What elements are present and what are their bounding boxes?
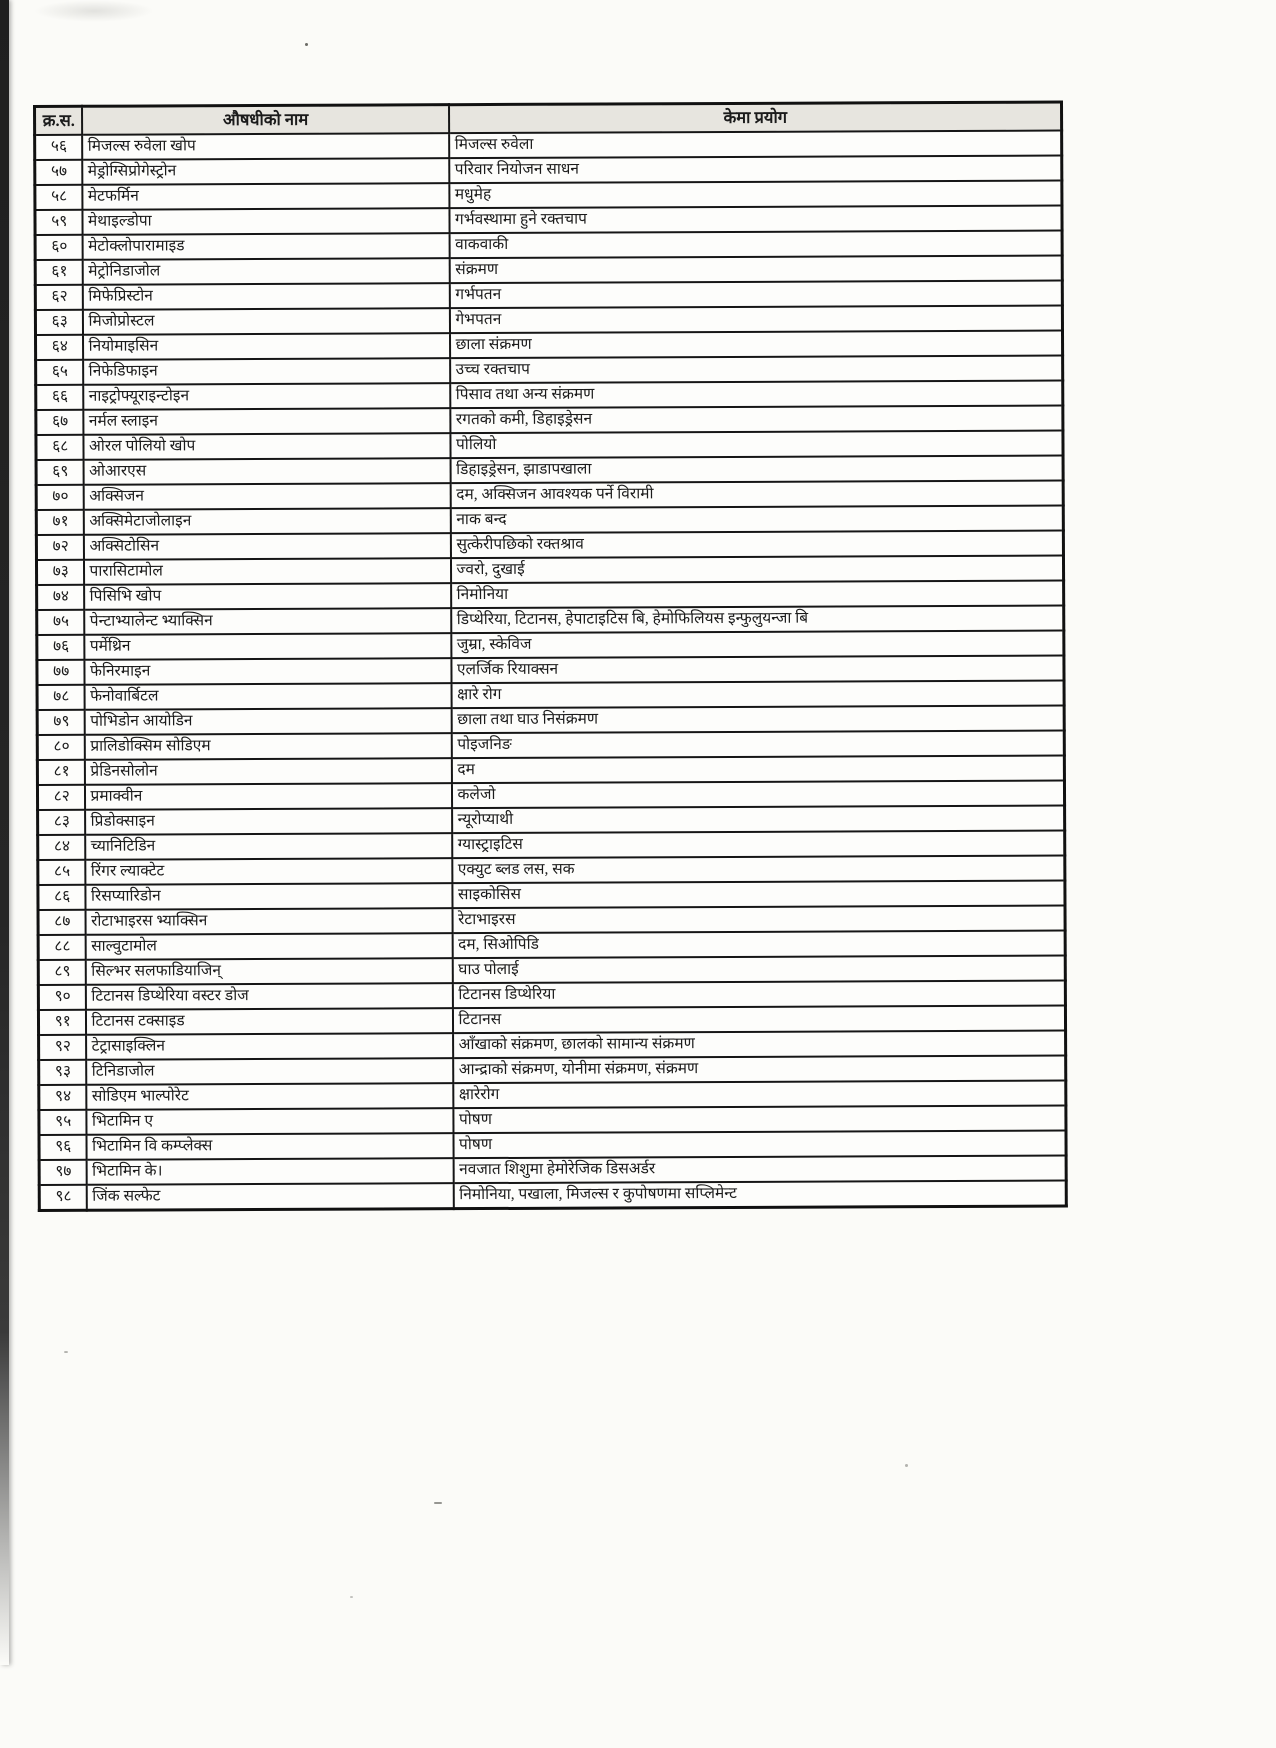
cell-use: गर्भपतन <box>449 281 1062 309</box>
cell-medicine-name: मेथाइल्डोपा <box>82 208 449 235</box>
cell-serial: ५८ <box>35 185 82 210</box>
cell-use: रेटाभाइरस <box>452 906 1065 934</box>
cell-medicine-name: टिटानस डिप्थेरिया वस्टर डोज <box>85 983 452 1010</box>
cell-use: दम, अक्सिजन आवश्यक पर्ने विरामी <box>450 481 1063 509</box>
cell-medicine-name: पारासिटामोल <box>83 558 450 585</box>
cell-medicine-name: मेटोक्लोपारामाइड <box>82 233 449 260</box>
cell-use: उच्च रक्तचाप <box>450 356 1063 384</box>
cell-medicine-name: फेनिरमाइन <box>84 658 451 685</box>
cell-medicine-name: ओआरएस <box>83 458 450 485</box>
cell-medicine-name: नियोमाइसिन <box>83 333 450 360</box>
cell-use: पोइजनिङ <box>451 731 1064 759</box>
cell-use: कलेजो <box>451 781 1064 809</box>
cell-medicine-name: निफेडिफाइन <box>83 358 450 385</box>
cell-medicine-name: भिटामिन वि कम्प्लेक्स <box>86 1133 453 1160</box>
cell-use: नाक बन्द <box>450 506 1063 534</box>
cell-medicine-name: प्रमाक्वीन <box>84 783 451 810</box>
cell-medicine-name: सिल्भर सलफाडियाजिन् <box>85 958 452 985</box>
scanner-edge-artifact <box>0 0 9 1665</box>
cell-medicine-name: साल्वुटामोल <box>85 933 452 960</box>
cell-use: एक्युट ब्लड लस, सक <box>452 856 1065 884</box>
cell-medicine-name: फेनोवार्बिटल <box>84 683 451 710</box>
cell-medicine-name: पिसिभि खोप <box>84 583 451 610</box>
cell-serial: ७५ <box>37 610 84 635</box>
cell-use: पिसाव तथा अन्य संक्रमण <box>450 381 1063 409</box>
cell-serial: ७१ <box>36 510 83 535</box>
scan-speck <box>350 1596 353 1598</box>
cell-serial: ७७ <box>37 660 84 685</box>
cell-use: टिटानस डिप्थेरिया <box>452 981 1065 1009</box>
cell-use: गर्भवस्थामा हुने रक्तचाप <box>449 206 1062 234</box>
scan-speck <box>905 1464 908 1467</box>
cell-serial: ६६ <box>36 385 83 410</box>
scan-smudge <box>34 0 154 22</box>
cell-serial: ६२ <box>35 285 82 310</box>
cell-medicine-name: मेड्रोग्सिप्रोगेस्ट्रोन <box>82 158 449 185</box>
cell-serial: ६७ <box>36 410 83 435</box>
cell-medicine-name: नाइट्रोफ्यूराइन्टोइन <box>83 383 450 410</box>
cell-medicine-name: अक्सिमेटाजोलाइन <box>83 508 450 535</box>
cell-use: मिजल्स रुवेला <box>449 131 1062 159</box>
cell-use: मधुमेह <box>449 181 1062 209</box>
cell-serial: ८० <box>37 735 84 760</box>
cell-use: जुम्रा, स्केविज <box>451 631 1064 659</box>
scan-speck <box>434 1502 442 1504</box>
cell-medicine-name: नर्मल स्लाइन <box>83 408 450 435</box>
cell-medicine-name: प्रालिडोक्सिम सोडिएम <box>84 733 451 760</box>
cell-serial: ५७ <box>35 160 82 185</box>
cell-serial: ७६ <box>37 635 84 660</box>
cell-serial: ७३ <box>36 560 83 585</box>
cell-use: साइकोसिस <box>452 881 1065 909</box>
cell-serial: ६९ <box>36 460 83 485</box>
cell-serial: ८३ <box>38 810 85 835</box>
cell-medicine-name: सोडिएम भाल्पोरेट <box>86 1083 453 1110</box>
cell-use: दम <box>451 756 1064 784</box>
cell-medicine-name: ओरल पोलियो खोप <box>83 433 450 460</box>
cell-serial: ८४ <box>38 835 85 860</box>
cell-serial: ८६ <box>38 885 85 910</box>
cell-serial: ५९ <box>35 210 82 235</box>
cell-serial: ९३ <box>39 1060 86 1085</box>
cell-serial: ६० <box>35 235 82 260</box>
cell-use: टिटानस <box>452 1006 1065 1034</box>
cell-serial: ६८ <box>36 435 83 460</box>
cell-use: छाला संक्रमण <box>449 331 1062 359</box>
cell-serial: ६१ <box>35 260 82 285</box>
cell-use: डिप्थेरिया, टिटानस, हेपाटाइटिस बि, हेमोफिलियस इन्फुलुयन्जा बि <box>451 606 1064 634</box>
cell-medicine-name: मेटफर्मिन <box>82 183 449 210</box>
cell-medicine-name: भिटामिन के। <box>86 1158 453 1185</box>
cell-medicine-name: मेट्रोनिडाजोल <box>82 258 449 285</box>
cell-serial: ९७ <box>39 1160 86 1185</box>
cell-use: परिवार नियोजन साधन <box>449 156 1062 184</box>
cell-medicine-name: प्रेडिनसोलोन <box>84 758 451 785</box>
header-cell-serial: क्र.स. <box>35 106 82 135</box>
cell-use: वाकवाकी <box>449 231 1062 259</box>
cell-use: संक्रमण <box>449 256 1062 284</box>
cell-medicine-name: पेन्टाभ्यालेन्ट भ्याक्सिन <box>84 608 451 635</box>
cell-serial: ९२ <box>39 1035 86 1060</box>
cell-use: क्षारे रोग <box>451 681 1064 709</box>
cell-medicine-name: पर्मेथ्रिन <box>84 633 451 660</box>
cell-use: घाउ पोलाई <box>452 956 1065 984</box>
cell-use: निमोनिया <box>451 581 1064 609</box>
cell-medicine-name: टिनिडाजोल <box>86 1058 453 1085</box>
cell-use: निमोनिया, पखाला, मिजल्स र कुपोषणमा सप्लिमेन्ट <box>453 1181 1066 1209</box>
cell-use: क्षारेरोग <box>453 1081 1066 1109</box>
cell-serial: ८८ <box>38 935 85 960</box>
cell-use: डिहाइड्रेसन, झाडापखाला <box>450 456 1063 484</box>
medicine-table-wrapper <box>33 101 1068 1212</box>
cell-use: नवजात शिशुमा हेमोरेजिक डिसअर्डर <box>453 1156 1066 1184</box>
cell-medicine-name: अक्सिटोसिन <box>83 533 450 560</box>
cell-use: पोलियो <box>450 431 1063 459</box>
cell-use: सुत्केरीपछिको रक्तश्राव <box>450 531 1063 559</box>
cell-medicine-name: रोटाभाइरस भ्याक्सिन <box>85 908 452 935</box>
cell-serial: ७९ <box>37 710 84 735</box>
cell-medicine-name: मिजोप्रोस्टल <box>82 308 449 335</box>
cell-use: ज्वरो, दुखाई <box>450 556 1063 584</box>
cell-use: पोषण <box>453 1106 1066 1134</box>
header-cell-medicine-name: औषधीको नाम <box>82 105 449 135</box>
scan-speck <box>64 1351 68 1353</box>
cell-serial: ९८ <box>39 1185 86 1211</box>
cell-medicine-name: टेट्रासाइक्लिन <box>86 1033 453 1060</box>
cell-use: दम, सिओपिडि <box>452 931 1065 959</box>
cell-medicine-name: प्रिडोक्साइन <box>85 808 452 835</box>
cell-serial: ६३ <box>35 310 82 335</box>
cell-serial: ६५ <box>36 360 83 385</box>
cell-serial: ७४ <box>37 585 84 610</box>
cell-serial: ९६ <box>39 1135 86 1160</box>
cell-use: छाला तथा घाउ निसंक्रमण <box>451 706 1064 734</box>
cell-medicine-name: मिफेप्रिस्टोन <box>82 283 449 310</box>
cell-medicine-name: मिजल्स रुवेला खोप <box>82 133 449 160</box>
cell-medicine-name: रिंगर ल्याक्टेट <box>85 858 452 885</box>
cell-serial: ७८ <box>37 685 84 710</box>
cell-medicine-name: च्यानिटिडिन <box>85 833 452 860</box>
header-cell-use: केमा प्रयोग <box>449 102 1062 133</box>
cell-use: न्यूरोप्याथी <box>452 806 1065 834</box>
cell-medicine-name: अक्सिजन <box>83 483 450 510</box>
cell-use: पोषण <box>453 1131 1066 1159</box>
cell-serial: ९० <box>38 985 85 1010</box>
cell-medicine-name: जिंक सल्फेट <box>86 1183 453 1210</box>
cell-use: ग्यास्ट्राइटिस <box>452 831 1065 859</box>
cell-serial: ८७ <box>38 910 85 935</box>
cell-serial: ७२ <box>36 535 83 560</box>
cell-serial: ९५ <box>39 1110 86 1135</box>
cell-serial: ८२ <box>37 785 84 810</box>
cell-serial: ८९ <box>38 960 85 985</box>
cell-medicine-name: रिसप्यारिडोन <box>85 883 452 910</box>
table-header-row <box>35 102 1062 135</box>
cell-serial: ९१ <box>38 1010 85 1035</box>
table-row <box>39 1181 1066 1211</box>
cell-use: रगतको कमी, डिहाइड्रेसन <box>450 406 1063 434</box>
cell-use: आँखाको संक्रमण, छालको सामान्य संक्रमण <box>453 1031 1066 1059</box>
cell-serial: ९४ <box>39 1085 86 1110</box>
cell-serial: ५६ <box>35 135 82 160</box>
medicine-table <box>33 101 1068 1212</box>
cell-serial: ८१ <box>37 760 84 785</box>
scan-speck <box>305 43 308 46</box>
cell-serial: ७० <box>36 485 83 510</box>
cell-use: आन्द्राको संक्रमण, योनीमा संक्रमण, संक्रमण <box>453 1056 1066 1084</box>
cell-serial: ८५ <box>38 860 85 885</box>
cell-use: एलर्जिक रियाक्सन <box>451 656 1064 684</box>
cell-medicine-name: भिटामिन ए <box>86 1108 453 1135</box>
cell-serial: ६४ <box>36 335 83 360</box>
cell-medicine-name: पोभिडोन आयोडिन <box>84 708 451 735</box>
cell-use: गेभपतन <box>449 306 1062 334</box>
cell-medicine-name: टिटानस टक्साइड <box>85 1008 452 1035</box>
